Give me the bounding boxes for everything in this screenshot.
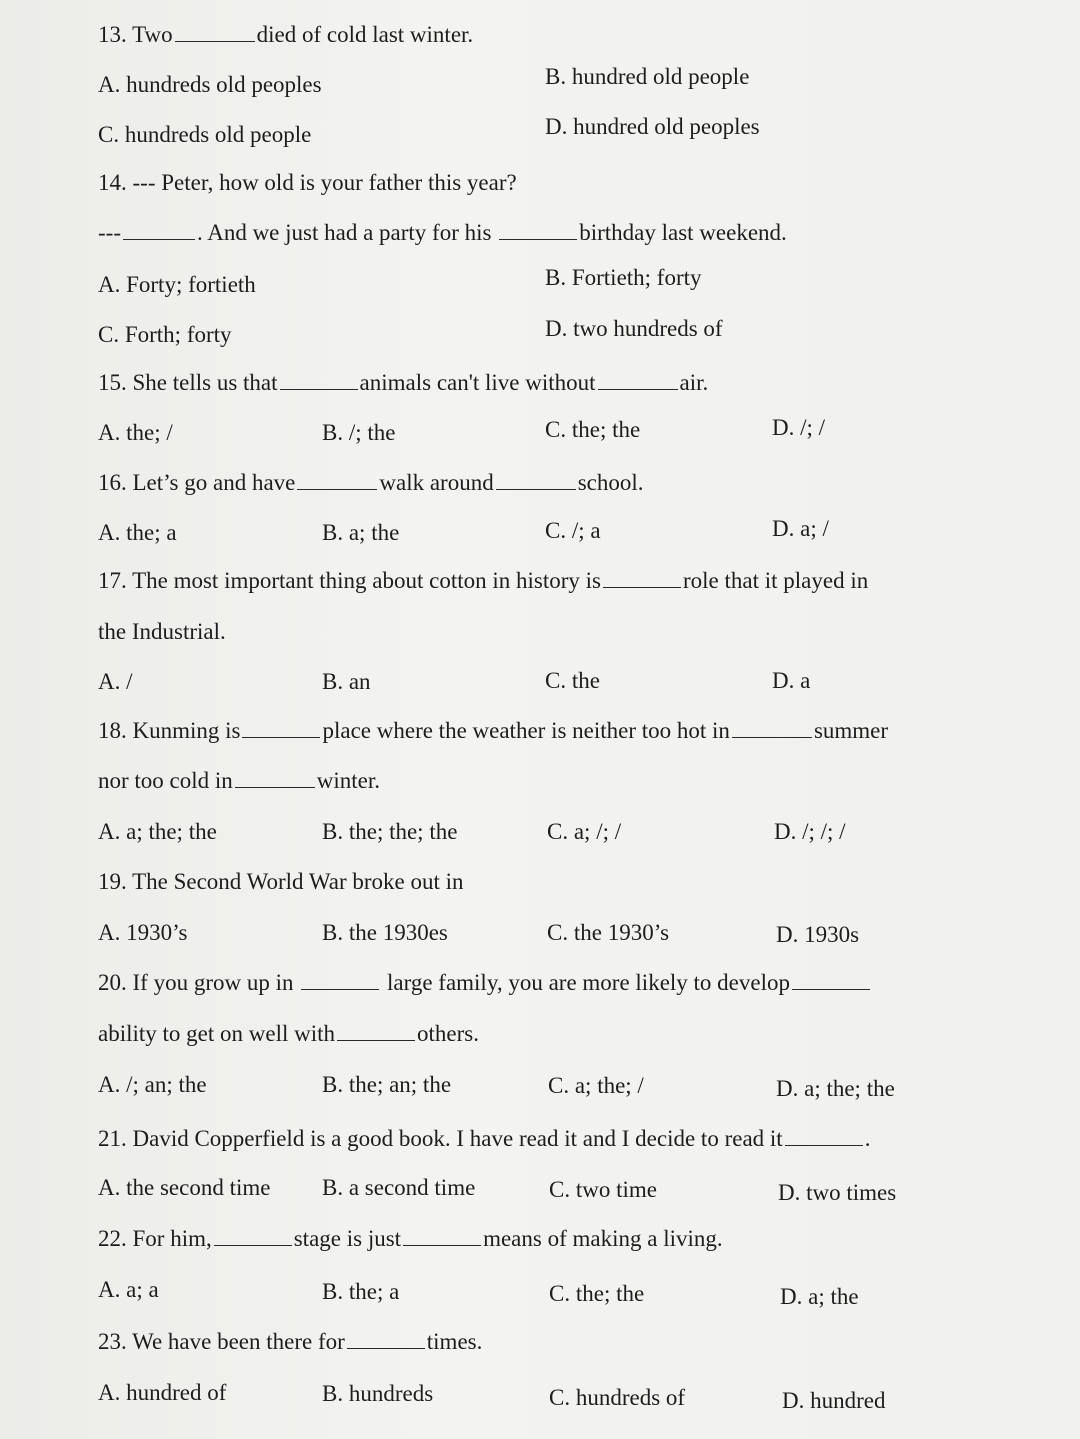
question-13-stem: 13. Two died of cold last winter. [98, 22, 474, 47]
blank [598, 369, 678, 390]
q13-option-d: D. hundred old peoples [545, 114, 760, 139]
q22-option-b: B. the; a [322, 1279, 400, 1304]
q18-option-b: B. the; the; the [322, 819, 458, 844]
question-19-stem: 19. The Second World War broke out in [98, 869, 464, 894]
blank [732, 717, 812, 738]
q14-option-d: D. two hundreds of [545, 316, 723, 341]
blank [235, 767, 315, 788]
q20-option-a: A. /; an; the [98, 1072, 207, 1097]
q14-option-a: A. Forty; fortieth [98, 272, 256, 297]
blank [337, 1020, 415, 1041]
q13-option-a: A. hundreds old peoples [98, 72, 322, 97]
blank [214, 1225, 292, 1246]
question-14-reply: --- . And we just had a party for his birthday last weekend. [98, 220, 787, 245]
q16-option-a: A. the; a [98, 520, 177, 545]
q19-option-a: A. 1930’s [98, 920, 188, 945]
q18-option-a: A. a; the; the [98, 819, 217, 844]
blank [496, 469, 576, 490]
blank [280, 369, 358, 390]
q18-option-d: D. /; /; / [774, 819, 846, 844]
q16-option-d: D. a; / [772, 516, 829, 541]
blank [785, 1125, 863, 1146]
question-21-stem: 21. David Copperfield is a good book. I have read it and I decide to read it . [98, 1126, 871, 1151]
q18-option-c: C. a; /; / [547, 819, 622, 844]
blank [603, 567, 681, 588]
q15-option-a: A. the; / [98, 420, 173, 445]
blank [403, 1225, 481, 1246]
q20-option-d: D. a; the; the [776, 1076, 895, 1101]
question-22-stem: 22. For him, stage is just means of making a living. [98, 1226, 723, 1251]
q17-option-d: D. a [772, 668, 811, 693]
question-14-stem: 14. --- Peter, how old is your father this year? [98, 170, 517, 195]
q23-option-b: B. hundreds [322, 1381, 434, 1406]
q21-option-d: D. two times [778, 1180, 897, 1205]
blank [347, 1328, 425, 1349]
question-18-stem-line2: nor too cold in winter. [98, 768, 381, 793]
q19-option-d: D. 1930s [776, 922, 860, 947]
q20-option-b: B. the; an; the [322, 1072, 452, 1097]
q22-option-c: C. the; the [549, 1281, 645, 1306]
blank [123, 219, 195, 240]
q20-option-c: C. a; the; / [548, 1073, 644, 1098]
q13-option-b: B. hundred old people [545, 64, 750, 89]
blank [242, 717, 320, 738]
q15-option-b: B. /; the [322, 420, 396, 445]
question-17-stem-line2: the Industrial. [98, 619, 226, 644]
q23-option-c: C. hundreds of [549, 1385, 686, 1410]
q22-option-a: A. a; a [98, 1277, 159, 1302]
q16-option-c: C. /; a [545, 518, 601, 543]
question-20-stem-line1: 20. If you grow up in large family, you are more likely to develop [98, 968, 996, 998]
q21-option-a: A. the second time [98, 1175, 271, 1200]
q17-option-c: C. the [545, 668, 600, 693]
q22-option-d: D. a; the [780, 1284, 859, 1309]
question-15-stem: 15. She tells us that animals can't live without air. [98, 370, 709, 395]
q19-option-b: B. the 1930es [322, 920, 448, 945]
q23-option-d: D. hundred [782, 1388, 886, 1413]
question-16-stem: 16. Let’s go and have walk around school. [98, 470, 644, 495]
q16-option-b: B. a; the [322, 520, 400, 545]
q17-option-a: A. / [98, 669, 133, 694]
question-23-stem: 23. We have been there for times. [98, 1329, 483, 1354]
blank [301, 969, 379, 990]
blank [175, 21, 255, 42]
q19-option-c: C. the 1930’s [547, 920, 670, 945]
q21-option-c: C. two time [549, 1177, 657, 1202]
q23-option-a: A. hundred of [98, 1380, 227, 1405]
question-17-stem-line1: 17. The most important thing about cotton in history is role that it played in [98, 568, 869, 593]
q15-option-c: C. the; the [545, 417, 641, 442]
blank [792, 969, 870, 990]
question-18-stem-line1: 18. Kunming is place where the weather is neither too hot in summer [98, 718, 889, 743]
q14-option-b: B. Fortieth; forty [545, 265, 702, 290]
q15-option-d: D. /; / [772, 415, 826, 440]
blank [499, 219, 577, 240]
q17-option-b: B. an [322, 669, 371, 694]
question-20-stem-line2: ability to get on well with others. [98, 1021, 479, 1046]
q14-option-c: C. Forth; forty [98, 322, 232, 347]
q21-option-b: B. a second time [322, 1175, 476, 1200]
blank [297, 469, 377, 490]
q13-option-c: C. hundreds old people [98, 122, 312, 147]
